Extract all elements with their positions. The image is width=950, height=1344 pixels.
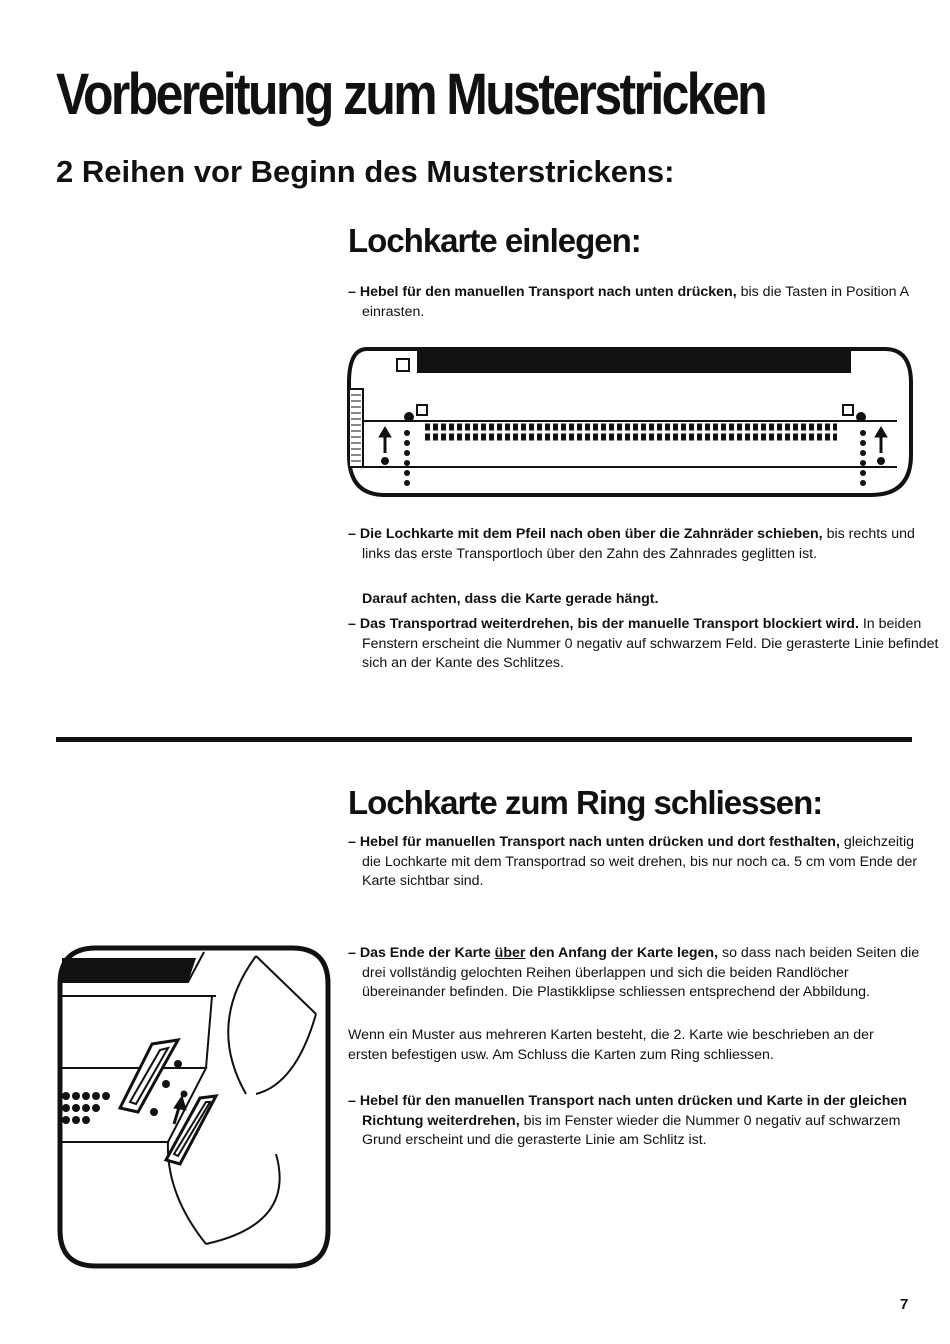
instruction-bold: – Das Transportrad weiterdrehen, bis der manuelle Transport blockiert wird. — [348, 616, 859, 632]
instruction-text: In beiden Fenstern erscheint die Nummer 0 negativ auf schwarzem Feld. Die gerasterte Linie befindet sich an der Kante des Schlitzes. — [362, 616, 939, 671]
instruction-text: bis die Tasten in Position A einrasten. — [362, 284, 909, 320]
instruction-bold-underlined: über — [494, 945, 526, 961]
instruction-bold: – Die Lochkarte mit dem Pfeil nach oben über die Zahnräder schieben, — [348, 526, 823, 542]
instruction-bold: den Anfang der Karte legen, — [525, 945, 719, 961]
section-heading-lochkarte-einlegen: Lochkarte einlegen: — [348, 222, 641, 259]
page-subtitle: 2 Reihen vor Beginn des Musterstrickens: — [56, 154, 675, 189]
card-clip-illustration — [56, 944, 332, 1270]
instruction-bold: – Das Ende der Karte — [348, 945, 495, 961]
instruction-text: so dass nach beiden Seiten die drei vollständig gelochten Reihen überlappen und sich die beiden Randlöcher übereinander befinden. Die Plastikklipse schliessen entsprechend der Abbildung. — [362, 945, 920, 1000]
instruction-paragraph — [348, 833, 932, 892]
instruction-paragraph — [348, 615, 942, 674]
note-bold: Darauf achten, dass die Karte gerade hängt. — [362, 591, 659, 607]
section-divider — [56, 737, 912, 742]
instruction-bold: – Hebel für den manuellen Transport nach unten drücken und Karte in der gleichen Richtung weiterdrehen, — [348, 1093, 907, 1129]
section-heading-ring-schliessen: Lochkarte zum Ring schliessen: — [348, 784, 823, 821]
page-number: 7 — [900, 1296, 909, 1313]
page-title: Vorbereitung zum Musterstricken — [56, 62, 766, 127]
instruction-bold: – Hebel für manuellen Transport nach unten drücken und dort festhalten, — [348, 834, 840, 850]
instruction-paragraph — [348, 944, 932, 1003]
instruction-text: bis rechts und links das erste Transportloch über den Zahn des Zahnrades geglitten ist. — [362, 526, 915, 562]
instruction-paragraph — [348, 525, 942, 564]
instruction-paragraph — [348, 283, 922, 322]
instruction-text: bis im Fenster wieder die Nummer 0 negativ auf schwarzem Grund erscheint und die gerasterte Linie am Schlitz ist. — [362, 1112, 901, 1148]
instruction-paragraph — [348, 1092, 932, 1151]
instruction-text: gleichzeitig die Lochkarte mit dem Transportrad so weit drehen, bis nur noch ca. 5 cm vom Ende der Karte sichtbar sind. — [362, 834, 918, 889]
instruction-bold: – Hebel für den manuellen Transport nach unten drücken, — [348, 284, 737, 300]
info-paragraph — [348, 1026, 913, 1065]
info-text: Wenn ein Muster aus mehreren Karten besteht, die 2. Karte wie beschrieben an der ersten befestigen usw. Am Schluss die Karten zum Ring schliessen. — [348, 1027, 874, 1063]
note-paragraph — [362, 590, 922, 610]
card-reader-illustration — [345, 343, 915, 499]
